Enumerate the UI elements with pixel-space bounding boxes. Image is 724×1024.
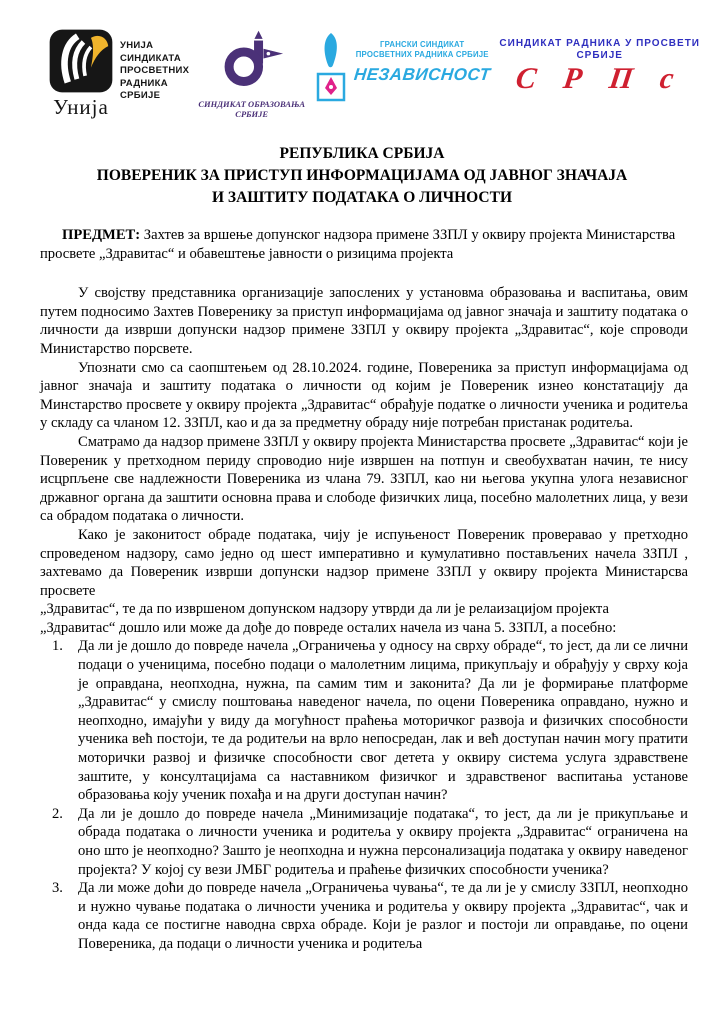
nezavisnost-line: ПРОСВЕТНИХ РАДНИКА СРБИЈЕ [355,49,489,59]
unija-line: РАДНИКА [120,77,168,89]
unija-line: УНИЈА [120,40,154,51]
title-line-2: ПОВЕРЕНИК ЗА ПРИСТУП ИНФОРМАЦИЈАМА ОД ЈАВНОГ ЗНАЧАЈА [96,167,628,184]
srps-line: СРБИЈЕ [576,50,623,61]
paragraph-6: „Здравитас“ дошло или може да дође до повреде осталих начела из чана 5. ЗЗПЛ, а посебно: [40,619,617,636]
logo-nezavisnost [314,32,490,115]
nezavisnost-small-lines [356,40,489,59]
paragraph-3: Сматрамо да надзор примене ЗЗПЛ у оквиру пројекта Министарства просвете „Здравитас“ који је Повереник у претходном периду спроводио није извршен на потпун и свеобухватан начин, те нису исцрпљене све надлежности Повереника из члана 79. ЗЗПЛ, као ни његова укупна улога независног државног органа да заштити основна права и слободе физичких лица, посебно малолетних лица, у вези са обрадом података о личности. [40,433,688,525]
paragraph-1: У својству представника организације запослених у установма образовања и васпитања, овим путем подносимо Захтев Поверенику за приступ информацијама од јавног значаја и заштиту података о личности да изврши допунски надзор примене ЗЗПЛ у оквиру пројекта „Здравитас“, које спроводи Министарство порсвете. [40,285,688,357]
obrazovanje-line: СИНДИКАТ ОБРАЗОВАЊА [198,99,306,109]
document-title [40,143,684,209]
logo-srps [499,38,700,94]
unija-line: СИНДИКАТА [120,52,182,64]
list-item-text: Да ли је дошло до повреде начела „Ограничења у односу на сврху обраде“, то јест, да ли се лични подаци о ученицима, посебно подаци о малолетним лицима, прикупљају и обрађују у сврху која је оправдана, неопходна, нужна, па самим тим и законита? Да ли је формирање платформе „Здравитас“ у смислу поштовања наведеног начела, по оцени Повереника оправдано, нужно и неопходно, имајући у виду да могућност праћења моторичког развоја и физичких способности ученика већ постоји, те да родитељи на врло непосредан, лак и већ доступан начин могу пратити моторички развој и физичке способности свог детета у оквиру система услуга здравствене заштите, у консултацијама са наставником физичког и здравственог васпитања установе образовања коју ученик похађа и на други доступан начин? [78,638,688,804]
srps-wordmark: С Р П с [513,62,686,95]
list-item-number: 3. [52,880,63,897]
paragraph-5: „Здравитас“, те да по извршеном допунском надзору утврди да ли је релаизацијом пројекта [40,601,609,618]
list-item [40,805,688,879]
list-item [40,637,688,804]
list-item [40,879,688,953]
subject-text: Захтев за вршење допунског надзора примене ЗЗПЛ у оквиру пројекта Министарства просвете „Здравитас“ и обавештење јавности о ризицима пројекта [40,227,676,262]
list-item-text: Да ли је дошло до повреде начела „Минимизације података“, то јест, да ли је прикупљање и обрада података о личности ученика и родитеља у оквиру пројекта „Здравитас“ ограничена на оно што је неопходно? Зашто је неопходна и нужна персонализација података у оквиру наведеног пројекта? У којој су вези ЈМБГ родитеља и праћење физичких способности ученика? [78,805,688,878]
subject-label: ПРЕДМЕТ: [62,227,141,243]
list-item-text: Да ли може доћи до повреде начела „Ограничења чувања“, те да ли је у смислу ЗЗПЛ, неопходно и нужно чување података о личности ученика и родитеља у оквиру пројекта „Здравитас“, чак и онда када се постигне наводна сврха обраде. Који је разлог и постоји ли оправдање, по оцени Повереника, да подаци о личности ученика и родитеља [78,880,688,952]
nezavisnost-text-block [354,40,490,85]
list-item-number: 2. [52,805,63,822]
pen-spiral-icon [216,30,288,97]
paragraph-2: Упознати смо са саопштењем од 28.10.2024. године, Повереника за приступ информацијама од јавног значаја и заштиту података о личности од којим је Повереник изнео констатацију да Минстарство просвете у оквиру пројекта „Здравитас“ обрађује податке о личности ученика и родитеља у складу са чланом 12. ЗЗПЛ, као и да за предметну обраду није потребан пристанак родитеља. [40,359,688,432]
document-body [40,226,688,954]
unija-wordmark: Унија [53,95,109,119]
question-list [40,637,688,953]
unija-line: СРБИЈЕ [120,90,161,101]
title-line-1: РЕПУБЛИКА СРБИЈА [279,145,445,162]
paragraph-4: Како је законитост обраде података, чију је испуњеност Повереник проверавао у претходно спроведеном надзору, само једно од шест императивно и кумулативно постављених начела ЗЗПЛ , захтевамо да Повереник изврши допунски надзор примене ЗЗПЛ у оквиру пројекта Министарсва просвете [40,526,688,599]
logo-header [48,28,700,128]
exclamation-pen-icon [314,32,348,115]
unija-mark-wrap [48,28,114,120]
subject-line [40,226,688,263]
nezavisnost-line: ГРАНСКИ СИНДИКАТ [380,40,465,49]
logo-sindikat-obrazovanja [198,30,305,119]
list-item-number: 1. [52,638,63,655]
unija-book-icon [48,28,114,99]
srps-line: СИНДИКАТ РАДНИКА У ПРОСВЕТИ [499,38,700,49]
obrazovanje-line: СРБИЈЕ [235,109,269,119]
logo-unija [48,28,189,120]
unija-line: ПРОСВЕТНИХ [120,65,190,76]
srps-text-block [499,38,700,62]
unija-text-block [120,40,189,103]
title-line-3: И ЗАШТИТУ ПОДАТАКА О ЛИЧНОСТИ [211,189,513,206]
obrazovanje-text-block [198,99,305,119]
nezavisnost-wordmark: НЕЗАВИСНОСТ [353,65,492,84]
